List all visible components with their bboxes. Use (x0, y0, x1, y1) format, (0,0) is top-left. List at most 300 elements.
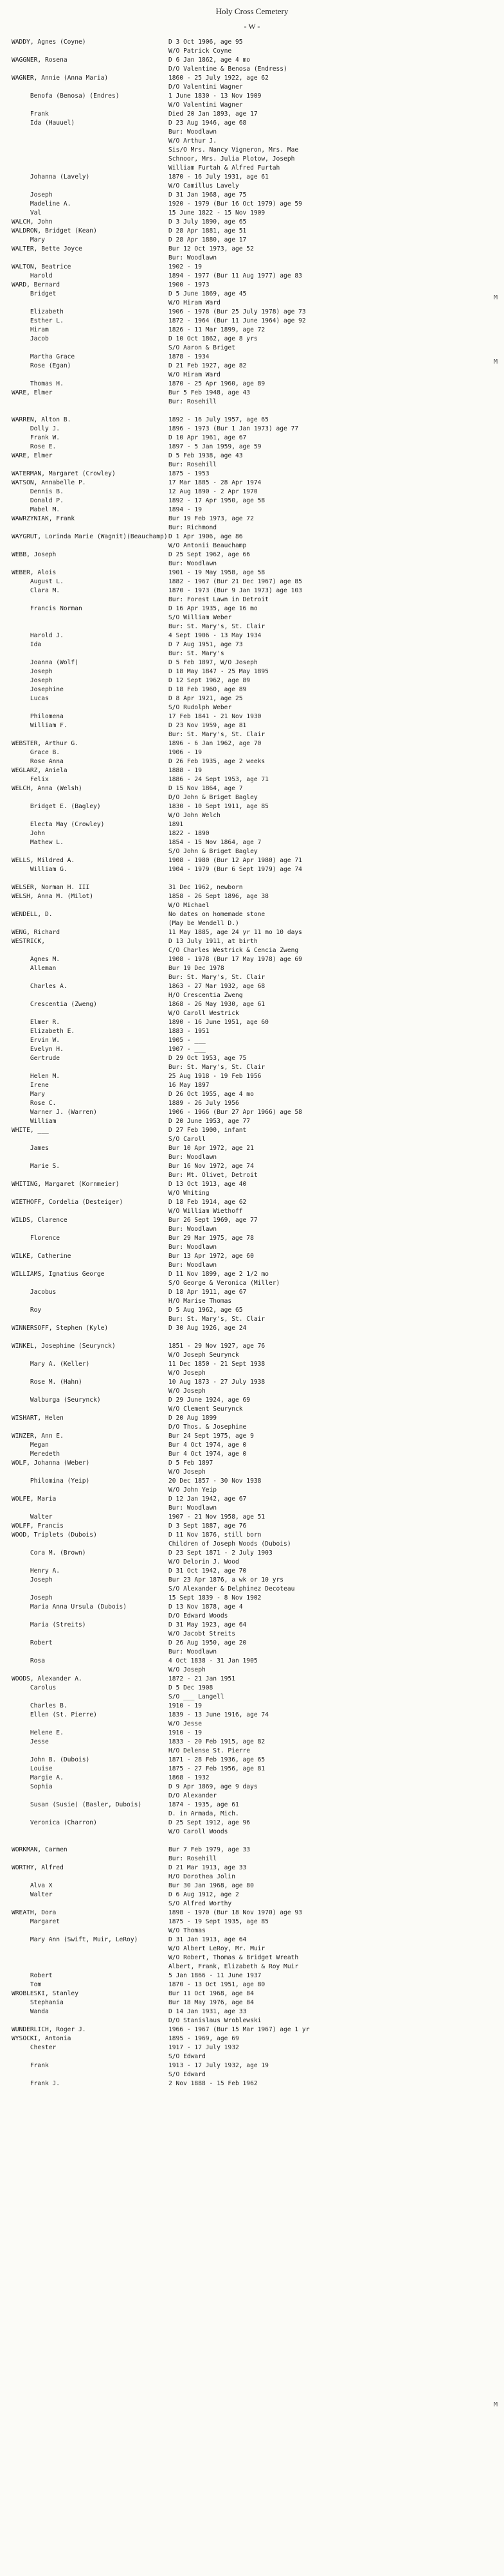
page-title: Holy Cross Cemetery (215, 6, 289, 16)
record-detail: 1878 - 1934 (168, 353, 210, 360)
record-detail: Bur 11 Oct 1968, age 84 (168, 1990, 254, 1997)
record-detail: 1906 - 19 (168, 749, 202, 756)
record-name: Maria Anna Ursula (Dubois) (12, 1603, 127, 1610)
record-detail: D 5 Feb 1938, age 43 (168, 452, 243, 459)
record-detail: S/O Alfred Worthy (168, 1900, 232, 1907)
record-detail: D 13 Nov 1878, age 4 (168, 1603, 243, 1610)
record-name: WORTHY, Alfred (12, 1864, 64, 1871)
record-name: WEGLARZ, Aniela (12, 767, 68, 774)
record-name: WISHART, Helen (12, 1415, 64, 1422)
record-name: WESTRICK, (12, 938, 45, 945)
record-name: Rosa (12, 1657, 45, 1664)
record-detail: D 6 Jan 1862, age 4 mo (168, 57, 251, 64)
record-detail: 1906 - 1978 (Bur 25 July 1978) age 73 (168, 308, 306, 315)
record-name: William (12, 1118, 57, 1125)
record-name: Wanda (12, 2008, 49, 2015)
record-detail: H/O Delense St. Pierre (168, 1747, 251, 1754)
record-name: WREATH, Dora (12, 1909, 57, 1916)
record-detail: 1907 - ___ (168, 1046, 206, 1053)
record-name: Rose M. (Hahn) (12, 1379, 82, 1386)
record-name: WATERMAN, Margaret (Crowley) (12, 470, 116, 477)
record-name: Tom (12, 1981, 42, 1988)
record-name: WELCH, Anna (Welsh) (12, 785, 82, 792)
record-detail: 1871 - 28 Feb 1936, age 65 (168, 1756, 266, 1763)
record-detail: 15 Sept 1839 - 8 Nov 1902 (168, 1594, 262, 1601)
record-detail: 1830 - 10 Sept 1911, age 85 (168, 803, 269, 810)
record-name: Ellen (St. Pierre) (12, 1711, 97, 1718)
record-detail: W/O Caroll Woods (168, 1828, 228, 1835)
record-detail: D 30 Aug 1926, age 24 (168, 1325, 247, 1332)
record-detail: D/O Valentine & Benosa (Endress) (168, 66, 287, 73)
record-detail: W/O Camillus Lavely (168, 182, 239, 190)
record-detail: 17 Feb 1841 - 21 Nov 1930 (168, 713, 262, 720)
record-detail: 5 Jan 1866 - 11 June 1937 (168, 1972, 262, 1979)
record-detail: Bur: Woodlawn (168, 1504, 217, 1512)
record-detail: Bur: Woodlawn (168, 1226, 217, 1233)
record-detail: D 8 Apr 1921, age 25 (168, 695, 243, 702)
record-name: John (12, 830, 45, 837)
record-name: Johanna (Lavely) (12, 173, 90, 181)
record-name: Florence (12, 1235, 60, 1242)
record-name: James (12, 1145, 49, 1152)
record-name: Mary (12, 236, 45, 243)
record-detail: 20 Dec 1857 - 30 Nov 1938 (168, 1478, 262, 1485)
record-detail: 4 Sept 1906 - 13 May 1934 (168, 632, 262, 639)
record-detail: D 29 June 1924, age 69 (168, 1397, 251, 1404)
record-name: Veronica (Charron) (12, 1819, 97, 1826)
record-detail: W/O Whiting (168, 1190, 210, 1197)
record-name: Frank (12, 2062, 49, 2069)
record-name: WINNERSOFF, Stephen (Kyle) (12, 1325, 109, 1332)
record-detail: 1890 - 16 June 1951, age 60 (168, 1019, 269, 1026)
record-name: Maria (Streits) (12, 1621, 86, 1628)
record-detail: D 5 Dec 1908 (168, 1684, 213, 1691)
record-detail: Bur: Woodlawn (168, 560, 217, 567)
record-name: WOLF, Johanna (Weber) (12, 1460, 90, 1467)
record-detail: Bur 4 Oct 1974, age 0 (168, 1442, 247, 1449)
record-detail: H/O Dorothea Jolin (168, 1873, 235, 1880)
record-name: WENG, Richard (12, 929, 60, 936)
record-detail: D 20 Aug 1899 (168, 1415, 217, 1422)
record-detail: 1894 - 1977 (Bur 11 Aug 1977) age 83 (168, 272, 302, 279)
record-name: Roy (12, 1307, 42, 1314)
record-detail: 1882 - 1967 (Bur 21 Dec 1967) age 85 (168, 578, 302, 585)
record-detail: 1886 - 24 Sept 1953, age 71 (168, 776, 269, 783)
record-detail: No dates on homemade stone (168, 911, 266, 918)
record-detail: W/O John Yeip (168, 1486, 217, 1494)
record-name: Frank J. (12, 2080, 60, 2087)
record-detail: D 5 Feb 1897 (168, 1460, 213, 1467)
record-detail: S/O Alexander & Delphinez Decoteau (168, 1585, 295, 1592)
record-detail: Bur: Woodlawn (168, 254, 217, 261)
record-name: Martha Grace (12, 353, 75, 360)
record-name: WOLFE, Maria (12, 1495, 57, 1503)
record-name: Mary A. (Keller) (12, 1361, 90, 1368)
record-name: William G. (12, 866, 68, 873)
record-name: Evelyn H. (12, 1046, 64, 1053)
record-detail: 1966 - 1967 (Bur 15 Mar 1967) age 1 yr (168, 2026, 310, 2033)
record-detail: 1889 - 26 July 1956 (168, 1100, 239, 1107)
record-detail: W/O Joseph (168, 1666, 206, 1673)
record-detail: 1920 - 1979 (Bur 16 Oct 1979) age 59 (168, 200, 302, 207)
record-detail: D 13 Oct 1913, age 40 (168, 1181, 247, 1188)
record-detail: D 26 Feb 1935, age 2 weeks (168, 758, 266, 765)
record-name: WAGNER, Annie (Anna Maria) (12, 75, 109, 82)
record-name: William F. (12, 722, 68, 729)
record-detail: D 15 Nov 1864, age 7 (168, 785, 243, 792)
record-detail: 1872 - 21 Jan 1951 (168, 1675, 235, 1682)
record-name: John B. (Dubois) (12, 1756, 90, 1763)
record-detail: 1917 - 17 July 1932 (168, 2044, 239, 2051)
record-detail: 1870 - 1973 (Bur 9 Jan 1973) age 103 (168, 587, 302, 594)
record-name: WALDRON, Bridget (Kean) (12, 227, 97, 234)
record-name: Rose Anna (12, 758, 64, 765)
record-name: Susan (Susie) (Basler, Dubois) (12, 1801, 142, 1808)
record-name: WUNDERLICH, Roger J. (12, 2026, 86, 2033)
record-name: Alleman (12, 965, 57, 972)
record-detail: Bur: Woodlawn (168, 1154, 217, 1161)
record-detail: D 16 Apr 1935, age 16 mo (168, 605, 258, 612)
record-detail: 1913 - 17 July 1932, age 19 (168, 2062, 269, 2069)
record-detail: S/O Caroll (168, 1136, 206, 1143)
record-name: Helen M. (12, 1073, 60, 1080)
record-detail: Bur 13 Apr 1972, age 60 (168, 1253, 254, 1260)
record-name: Bridget (12, 290, 57, 297)
record-name: WELLS, Mildred A. (12, 857, 75, 864)
record-name: WOODS, Alexander A. (12, 1675, 82, 1682)
record-name: Robert (12, 1972, 53, 1979)
record-detail: 1902 - 19 (168, 263, 202, 270)
record-name: Walter (12, 1513, 53, 1521)
record-name: Joseph (12, 1576, 53, 1584)
record-name: Philomina (Yeip) (12, 1478, 90, 1485)
record-detail: 1868 - 1932 (168, 1774, 210, 1781)
record-detail: W/O Jacobt Streits (168, 1630, 235, 1637)
record-detail: 1907 - 21 Nov 1958, age 51 (168, 1513, 266, 1521)
record-detail: 1860 - 25 July 1922, age 62 (168, 75, 269, 82)
record-detail: D 20 June 1953, age 77 (168, 1118, 251, 1125)
record-name: Meredeth (12, 1451, 60, 1458)
record-detail: 1822 - 1890 (168, 830, 210, 837)
record-detail: Bur 29 Mar 1975, age 78 (168, 1235, 254, 1242)
record-detail: D 3 Oct 1906, age 95 (168, 39, 243, 46)
record-name: Crescentia (Zweng) (12, 1001, 97, 1008)
record-detail: Albert, Frank, Elizabeth & Roy Muir (168, 1963, 299, 1970)
record-name: Mary (12, 1091, 45, 1098)
record-detail: W/O Delorin J. Wood (168, 1558, 239, 1566)
record-detail: D 11 Nov 1899, age 2 1/2 mo (168, 1271, 269, 1278)
record-name: WOLFF, Francis (12, 1522, 64, 1530)
record-name: Ida (Hauuel) (12, 119, 75, 127)
record-name: Carolus (12, 1684, 57, 1691)
record-name: WIETHOFF, Cordelia (Desteiger) (12, 1199, 123, 1206)
record-detail: 1908 - 1980 (Bur 12 Apr 1980) age 71 (168, 857, 302, 864)
record-detail: 17 Mar 1885 - 28 Apr 1974 (168, 479, 262, 486)
record-detail: 1894 - 19 (168, 506, 202, 513)
record-detail: D 31 Jan 1968, age 75 (168, 191, 247, 198)
record-name: Benofa (Benosa) (Endres) (12, 93, 120, 100)
record-name: Felix (12, 776, 49, 783)
record-detail: Bur 23 Apr 1876, a wk or 10 yrs (168, 1576, 284, 1584)
record-name: Mabel M. (12, 506, 60, 513)
record-detail: D 28 Apr 1880, age 17 (168, 236, 247, 243)
record-detail: Bur 19 Feb 1973, age 72 (168, 515, 254, 522)
record-name: Agnes M. (12, 956, 60, 963)
record-name: Bridget E. (Bagley) (12, 803, 101, 810)
record-detail: Bur 18 May 1976, age 84 (168, 1999, 254, 2006)
record-name: Gertrude (12, 1055, 60, 1062)
record-detail: D 12 Jan 1942, age 67 (168, 1495, 247, 1503)
record-detail: S/O Aaron & Briget (168, 344, 235, 351)
record-detail: D 31 May 1923, age 64 (168, 1621, 247, 1628)
record-name: Charles B. (12, 1702, 68, 1709)
record-detail: W/O Hiram Ward (168, 371, 221, 378)
record-name: Jacob (12, 335, 49, 342)
record-detail: W/O Jesse (168, 1720, 202, 1727)
record-detail: D 5 Feb 1897, W/O Joseph (168, 659, 258, 666)
record-name: WINKEL, Josephine (Seurynck) (12, 1343, 116, 1350)
record-detail: 1896 - 6 Jan 1962, age 70 (168, 740, 262, 747)
record-detail: 1826 - 11 Mar 1899, age 72 (168, 326, 266, 333)
record-name: Francis Norman (12, 605, 82, 612)
record-detail: Bur 16 Nov 1972, age 74 (168, 1163, 254, 1170)
record-name: Ervin W. (12, 1037, 60, 1044)
record-detail: W/O Thomas (168, 1927, 206, 1934)
record-detail: W/O Caroll Westrick (168, 1010, 239, 1017)
record-name: Joanna (Wolf) (12, 659, 78, 666)
record-name: Philomena (12, 713, 64, 720)
record-detail: Bur 7 Feb 1979, age 33 (168, 1846, 251, 1853)
record-detail: D 5 Aug 1962, age 65 (168, 1307, 243, 1314)
record-name: Frank W. (12, 434, 60, 441)
record-detail: 1891 (168, 821, 184, 828)
record-detail: S/O George & Veronica (Miller) (168, 1280, 280, 1287)
record-detail: D/O Alexander (168, 1792, 217, 1799)
record-name: Lucas (12, 695, 49, 702)
record-name: WINZER, Ann E. (12, 1433, 64, 1440)
record-detail: H/O Crescentia Zweng (168, 992, 243, 999)
record-detail: 1870 - 25 Apr 1960, age 89 (168, 380, 266, 387)
record-detail: D 9 Apr 1869, age 9 days (168, 1783, 258, 1790)
record-detail: D 25 Sept 1962, age 66 (168, 551, 251, 558)
record-detail: 25 Aug 1918 - 19 Feb 1956 (168, 1073, 262, 1080)
record-detail: S/O William Weber (168, 614, 232, 621)
record-detail: 4 Oct 1838 - 31 Jan 1905 (168, 1657, 258, 1664)
record-name: Stephania (12, 1999, 64, 2006)
record-detail: 1897 - 5 Jan 1959, age 59 (168, 443, 262, 450)
record-detail: 1875 - 1953 (168, 470, 210, 477)
record-detail: Bur 24 Sept 1975, age 9 (168, 1433, 254, 1440)
record-detail: S/O Edward (168, 2071, 206, 2078)
record-detail: D 18 Feb 1914, age 62 (168, 1199, 247, 1206)
record-name: Harold (12, 272, 53, 279)
record-name: Mathew L. (12, 839, 64, 846)
record-detail: D 18 Feb 1960, age 89 (168, 686, 247, 693)
record-name: Megan (12, 1442, 49, 1449)
record-name: WEBER, Alois (12, 569, 57, 576)
record-name: Esther L. (12, 317, 64, 324)
record-detail: D 14 Jan 1931, age 33 (168, 2008, 247, 2015)
record-detail: D 26 Aug 1950, age 20 (168, 1639, 247, 1646)
record-detail: 1875 - 27 Feb 1956, age 81 (168, 1765, 266, 1772)
record-detail: 1883 - 1951 (168, 1028, 210, 1035)
record-detail: D 6 Aug 1912, age 2 (168, 1891, 239, 1898)
record-detail: D 10 Oct 1862, age 8 yrs (168, 335, 258, 342)
record-name: Margaret (12, 1918, 60, 1925)
record-name: Josephine (12, 686, 64, 693)
record-name: WARE, Elmer (12, 452, 53, 459)
record-detail: Bur 19 Dec 1978 (168, 965, 224, 972)
record-detail: 1874 - 1935, age 61 (168, 1801, 239, 1808)
record-name: Louise (12, 1765, 53, 1772)
record-detail: S/O ___ Langell (168, 1693, 224, 1700)
record-detail: D 23 Nov 1959, age 81 (168, 722, 247, 729)
record-detail: Schnoor, Mrs. Julia Plotow, Joseph (168, 155, 295, 163)
margin-mark: M (494, 2401, 498, 2408)
record-detail: D 28 Apr 1881, age 51 (168, 227, 247, 234)
record-name: Sophia (12, 1783, 53, 1790)
record-name: Elmer R. (12, 1019, 60, 1026)
record-detail: Bur 26 Sept 1969, age 77 (168, 1217, 258, 1224)
record-detail: Bur 12 Oct 1973, age 52 (168, 245, 254, 252)
record-detail: 1888 - 19 (168, 767, 202, 774)
record-detail: D 26 Oct 1955, age 4 mo (168, 1091, 254, 1098)
record-name: Dolly J. (12, 425, 60, 432)
record-detail: 1863 - 27 Mar 1932, age 68 (168, 983, 266, 990)
record-detail: S/O John & Briget Bagley (168, 848, 258, 855)
record-detail: Bur 4 Oct 1974, age 0 (168, 1451, 247, 1458)
record-name: Henry A. (12, 1567, 60, 1575)
record-name: WEBB, Joseph (12, 551, 57, 558)
record-detail: 1870 - 13 Oct 1951, age 80 (168, 1981, 266, 1988)
record-detail: 12 Aug 1890 - 2 Apr 1970 (168, 488, 258, 495)
record-detail: D 21 Feb 1927, age 82 (168, 362, 247, 369)
record-name: Val (12, 209, 42, 216)
record-detail: 1892 - 17 Apr 1950, age 58 (168, 497, 266, 504)
record-detail: W/O Robert, Thomas & Bridget Wreath (168, 1954, 299, 1961)
record-detail: W/O Patrick Coyne (168, 48, 232, 55)
record-name: WALTON, Beatrice (12, 263, 71, 270)
record-name: Alva X (12, 1882, 53, 1889)
record-name: WALCH, John (12, 218, 53, 225)
record-detail: Bur: Rosehill (168, 461, 217, 468)
record-detail: W/O Hiram Ward (168, 299, 221, 306)
record-name: Cora M. (Brown) (12, 1549, 86, 1557)
record-name: August L. (12, 578, 64, 585)
record-detail: Bur 30 Jan 1968, age 80 (168, 1882, 254, 1889)
record-detail: 1868 - 26 May 1930, age 61 (168, 1001, 266, 1008)
section-letter: - W - (244, 22, 260, 31)
record-name: Ida (12, 641, 42, 648)
record-detail: 15 June 1822 - 15 Nov 1909 (168, 209, 266, 216)
record-detail: S/O Rudolph Weber (168, 704, 232, 711)
record-detail: D 18 Apr 1911, age 67 (168, 1289, 247, 1296)
record-detail: W/O John Welch (168, 812, 221, 819)
record-name: WILDS, Clarence (12, 1217, 68, 1224)
record-detail: W/O Joseph (168, 1370, 206, 1377)
record-name: Rose C. (12, 1100, 57, 1107)
record-detail: W/O Arthur J. (168, 137, 217, 145)
record-detail: D 31 Oct 1942, age 70 (168, 1567, 247, 1575)
record-detail: D 25 Sept 1912, age 96 (168, 1819, 251, 1826)
record-name: Charles A. (12, 983, 68, 990)
record-detail: 1910 - 19 (168, 1702, 202, 1709)
record-detail: Bur: Rosehill (168, 398, 217, 405)
record-name: Warner J. (Warren) (12, 1109, 97, 1116)
record-name: Elizabeth (12, 308, 64, 315)
record-detail: W/O Albert LeRoy, Mr. Muir (168, 1945, 266, 1952)
record-name: WAWRZYNIAK, Frank (12, 515, 75, 522)
record-detail: 1839 - 13 June 1916, age 74 (168, 1711, 269, 1718)
record-detail: 10 Aug 1873 - 27 July 1938 (168, 1379, 266, 1386)
record-detail: H/O Marise Thomas (168, 1298, 232, 1305)
record-name: Rose (Egan) (12, 362, 71, 369)
record-detail: 2 Nov 1888 - 15 Feb 1962 (168, 2080, 258, 2087)
record-detail: Bur: St. Mary's, St. Clair (168, 1316, 266, 1323)
record-detail: S/O Edward (168, 2053, 206, 2060)
record-detail: D/O Stanislaus Wroblewski (168, 2017, 262, 2024)
record-detail: Bur: St. Mary's (168, 650, 224, 657)
record-name: Jesse (12, 1738, 49, 1745)
record-detail: (May be Wendell D.) (168, 920, 239, 927)
record-detail: D 1 Apr 1906, age 86 (168, 533, 243, 540)
record-detail: 1854 - 15 Nov 1864, age 7 (168, 839, 262, 846)
record-detail: 1901 - 19 May 1958, age 58 (168, 569, 266, 576)
record-name: Marie S. (12, 1163, 60, 1170)
record-name: WALTER, Bette Joyce (12, 245, 82, 252)
record-detail: 1 June 1830 - 13 Nov 1909 (168, 93, 262, 100)
record-detail: W/O Clement Seurynck (168, 1406, 243, 1413)
record-detail: D 7 Aug 1951, age 73 (168, 641, 243, 648)
record-name: Joseph (12, 191, 53, 198)
record-detail: D. in Armada, Mich. (168, 1810, 239, 1817)
record-detail: Sis/O Mrs. Nancy Vigneron, Mrs. Mae (168, 146, 299, 154)
record-name: WEBSTER, Arthur G. (12, 740, 78, 747)
record-name: WOOD, Triplets (Dubois) (12, 1531, 97, 1539)
record-detail: 1851 - 29 Nov 1927, age 76 (168, 1343, 266, 1350)
record-name: WELSER, Norman H. III (12, 884, 90, 891)
record-detail: Bur: Richmond (168, 524, 217, 531)
margin-mark: M (494, 294, 498, 301)
record-detail: D/O Edward Woods (168, 1612, 228, 1619)
record-name: WILLIAMS, Ignatius George (12, 1271, 105, 1278)
record-detail: D 23 Sept 1871 - 2 July 1903 (168, 1549, 273, 1557)
record-detail: Bur: Woodlawn (168, 1648, 217, 1655)
record-name: WILKE, Catherine (12, 1253, 71, 1260)
record-detail: 1896 - 1973 (Bur 1 Jan 1973) age 77 (168, 425, 299, 432)
record-detail: 1833 - 20 Feb 1915, age 82 (168, 1738, 266, 1745)
record-name: Helene E. (12, 1729, 64, 1736)
record-detail: D 29 Oct 1953, age 75 (168, 1055, 247, 1062)
record-name: WENDELL, D. (12, 911, 53, 918)
record-detail: 1895 - 1969, age 69 (168, 2035, 239, 2042)
record-name: WYSOCKI, Antonia (12, 2035, 71, 2042)
record-detail: D 23 Aug 1946, age 68 (168, 119, 247, 127)
record-name: Mary Ann (Swift, Muir, LeRoy) (12, 1936, 138, 1943)
record-name: WAYGRUT, Lorinda Marie (Wagnit)(Beauchamp) (12, 533, 168, 540)
record-name: Robert (12, 1639, 53, 1646)
record-detail: D 13 July 1911, at birth (168, 938, 258, 945)
record-name: Harold J. (12, 632, 64, 639)
record-detail: 31 Dec 1962, newborn (168, 884, 243, 891)
record-detail: 1898 - 1970 (Bur 18 Nov 1970) age 93 (168, 1909, 302, 1916)
record-detail: D 12 Sept 1962, age 89 (168, 677, 251, 684)
record-detail: 1900 - 1973 (168, 281, 210, 288)
record-detail: D 5 June 1869, age 45 (168, 290, 247, 297)
record-detail: 1872 - 1964 (Bur 11 June 1964) age 92 (168, 317, 306, 324)
record-name: Hiram (12, 326, 49, 333)
record-name: Joseph (12, 1594, 53, 1601)
